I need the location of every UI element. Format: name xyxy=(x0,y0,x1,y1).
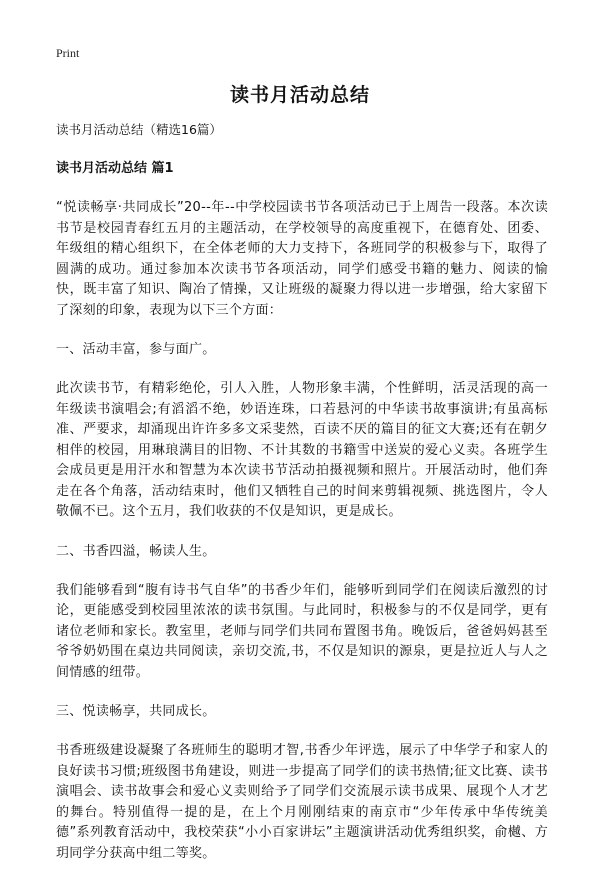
article-heading: 读书月活动总结 篇1 xyxy=(56,161,174,176)
document-body xyxy=(56,120,548,883)
section-3-paragraph: 书香班级建设凝聚了各班师生的聪明才智,书香少年评选，展示了中华学子和家人的良好读书习惯;班级图书角建设，则进一步提高了同学们的读书热情;征文比赛、读书演唱会、读书故事会和爱心义卖则给予了同学们交流展示读书成果、展现个人才艺的舞台。特别值得一提的是，在上个月刚刚结束的南京市“少年传承中华传统美德”系列教育活动中，我校荣获“小小百家讲坛”主题演讲活动优秀组织奖，俞樾、方玥同学分获高中组二等奖。 xyxy=(56,743,548,861)
section-2-paragraph: 我们能够看到“腹有诗书气自华”的书香少年们，能够听到同学们在阅读后激烈的讨论，更能感受到校园里浓浓的读书氛围。与此同时，积极参与的不仅是同学，更有诸位老师和家长。教室里，老师与同学们共同布置图书角。晚饭后，爸爸妈妈甚至爷爷奶奶围在桌边共同阅读，亲切交流,书，不仅是知识的源泉，更是拉近人与人之间情感的纽带。 xyxy=(56,582,548,680)
print-link[interactable]: Print xyxy=(56,46,80,60)
section-heading-3: 三、悦读畅享，共同成长。 xyxy=(56,704,216,719)
section-heading-2: 二、书香四溢，畅读人生。 xyxy=(56,543,216,559)
section-heading-1: 一、活动丰富，参与面广。 xyxy=(56,342,216,357)
section-1-paragraph: 此次读书节，有精彩绝伦，引人入胜，人物形象丰满，个性鲜明，活灵活现的高一年级读书演唱会;有滔滔不绝，妙语连珠，口若悬河的中华读书故事演讲;有虽高标准、严要求，却涌现出许许多多文采斐然，百读不厌的篇目的征文大赛;还有在朝夕相伴的校园，用琳琅满目的旧物、不计其数的书籍雪中送炭的爱心义卖。各班学生会成员更是用汗水和智慧为本次读书节活动拍摄视频和照片。开展活动时，他们奔走在各个角落，活动结束时，他们又牺牲自己的时间来剪辑视频、挑选图片，令人敬佩不已。这个五月，我们收获的不仅是知识，更是成长。 xyxy=(56,381,548,519)
document-subtitle: 读书月活动总结（精选16篇） xyxy=(56,122,222,137)
document-title: 读书月活动总结 xyxy=(229,84,370,106)
intro-paragraph: “悦读畅享·共同成长”20--年--中学校园读书节各项活动已于上周告一段落。本次读书节是校园青春红五月的主题活动，在学校领导的高度重视下，在德育处、团委、年级组的精心组织下，在全体老师的大力支持下，各班同学的积极参与下，取得了圆满的成功。通过参加本次读书节各项活动，同学们感受书籍的魅力、阅读的愉快，既丰富了知识、陶冶了情操，又让班级的凝聚力得以进一步增强，给大家留下了深刻的印象，表现为以下三个方面： xyxy=(56,200,548,318)
